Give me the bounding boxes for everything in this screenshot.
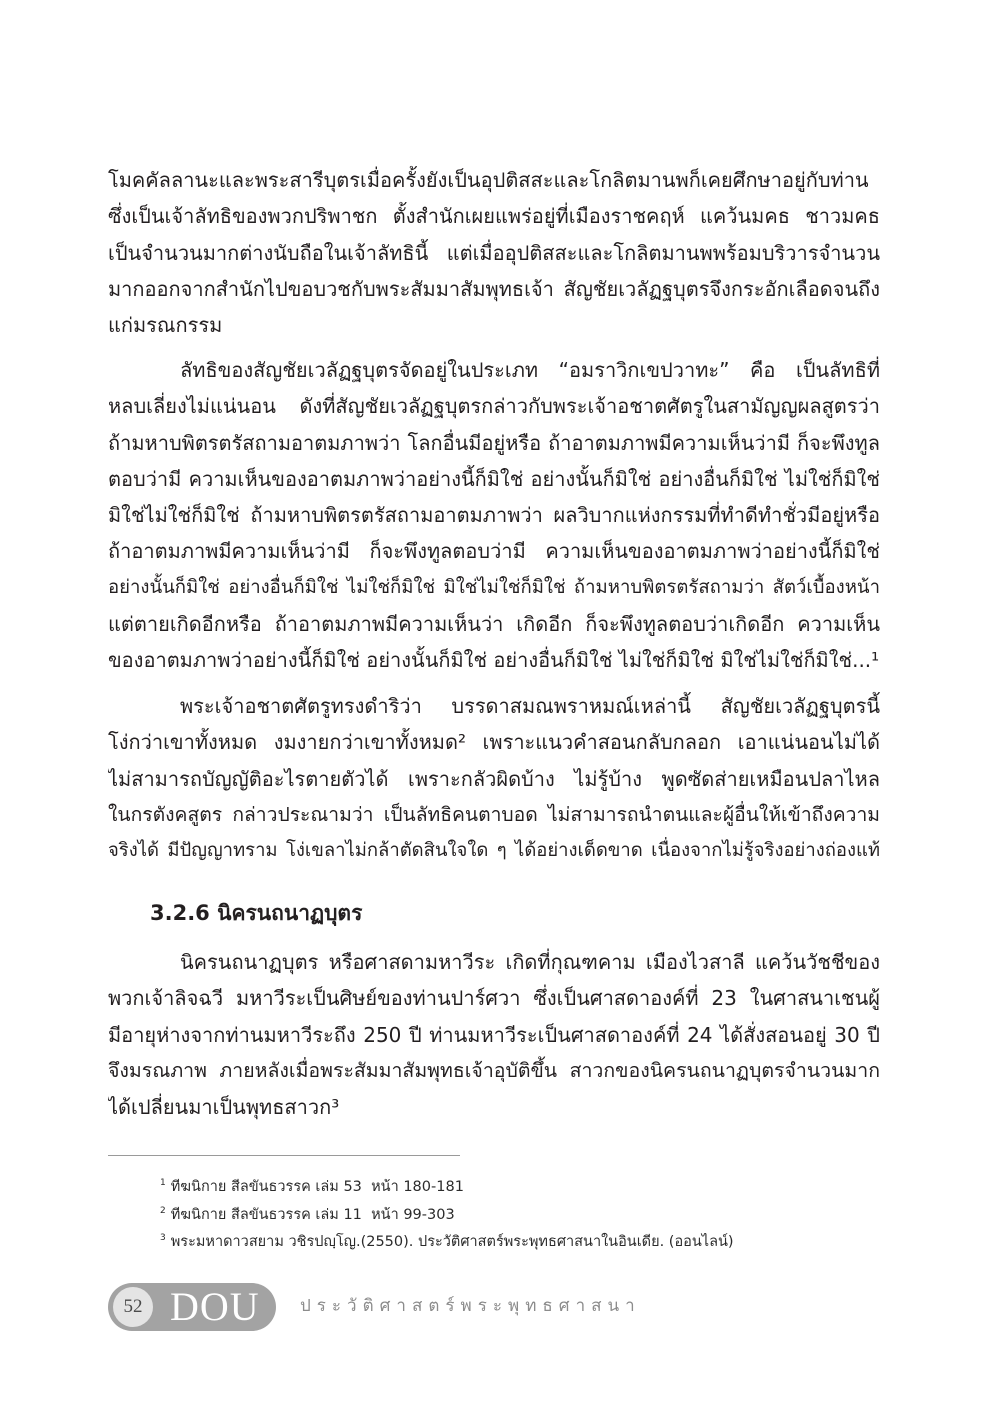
footnote-text: ทีฆนิกาย สีลขันธวรรค เล่ม 11 หน้า 99-303 bbox=[170, 1206, 455, 1223]
footnote-item bbox=[160, 1170, 880, 1198]
footnote-item bbox=[160, 1225, 880, 1253]
footnote-text: ทีฆนิกาย สีลขันธวรรค เล่ม 53 หน้า 180-181 bbox=[170, 1179, 464, 1195]
paragraph-4 bbox=[108, 944, 880, 1125]
footnote-mark: 1 bbox=[160, 1178, 166, 1188]
body-text-line: ของอาตมภาพว่าอย่างนี้ก็มิใช่ อย่างนั้นก็มิใช่ อย่างอื่นก็มิใช่ ไม่ใช่ก็มิใช่ มิใช่ไม่ใช่ก็มิใช่...¹ bbox=[108, 648, 880, 673]
page-number: 52 bbox=[113, 1287, 153, 1327]
body-text-line: เป็นจำนวนมากต่างนับถือในเจ้าลัทธินี้ แต่เมื่ออุปติสสะและโกลิตมานพพร้อมบริวารจำนวน bbox=[108, 240, 880, 265]
footnotes bbox=[160, 1170, 880, 1253]
body-text-line: โง่กว่าเขาทั้งหมด งมงายกว่าเขาทั้งหมด² เพราะแนวคำสอนกลับกลอก เอาแน่นอนไม่ได้ bbox=[108, 730, 880, 755]
body-text-line: โมคคัลลานะและพระสารีบุตรเมื่อครั้งยังเป็นอุปติสสะและโกลิตมานพก็เคยศึกษาอยู่กับท่าน bbox=[108, 168, 869, 192]
paragraph-3 bbox=[108, 688, 880, 869]
footnote-item bbox=[160, 1198, 880, 1226]
body-text-line: จริงได้ มีปัญญาทราม โง่เขลาไม่กล้าตัดสินใจใด ๆ ได้อย่างเด็ดขาด เนื่องจากไม่รู้จริงอย่างถ่องแท้ bbox=[108, 840, 880, 862]
body-text-line: จึงมรณภาพ ภายหลังเมื่อพระสัมมาสัมพุทธเจ้าอุบัติขึ้น สาวกของนิครนถนาฏบุตรจำนวนมาก bbox=[108, 1058, 880, 1082]
body-text-line: ลัทธิของสัญชัยเวลัฏฐบุตรจัดอยู่ในประเภท “อมราวิกเขปวาทะ” คือ เป็นลัทธิที่ bbox=[180, 358, 880, 382]
footer-badge bbox=[108, 1283, 276, 1331]
body-text-line: มิใช่ไม่ใช่ก็มิใช่ ถ้ามหาบพิตรตรัสถามอาตมภาพว่า ผลวิบากแห่งกรรมที่ทำดีทำชั่วมีอยู่หรือ bbox=[108, 503, 880, 528]
running-title: ประวัติศาสตร์พระพุทธศาสนา bbox=[300, 1296, 641, 1316]
body-text-line: พระเจ้าอชาตศัตรูทรงดำริว่า บรรดาสมณพราหมณ์เหล่านี้ สัญชัยเวลัฏฐบุตรนี้ bbox=[180, 694, 880, 718]
body-text-line: ถ้าอาตมภาพมีความเห็นว่ามี ก็จะพึงทูลตอบว่ามี ความเห็นของอาตมภาพว่าอย่างนี้ก็มิใช่ bbox=[108, 539, 880, 564]
body-text-line: ได้เปลี่ยนมาเป็นพุทธสาวก³ bbox=[108, 1095, 340, 1120]
body-text-line: อย่างนั้นก็มิใช่ อย่างอื่นก็มิใช่ ไม่ใช่ก็มิใช่ มิใช่ไม่ใช่ก็มิใช่ ถ้ามหาบพิตรตรัสถามว่า สัตว์เบื้องหน้า bbox=[108, 576, 880, 598]
paragraph-1 bbox=[108, 162, 880, 343]
paragraph-2 bbox=[108, 352, 880, 679]
body-text-line: หลบเลี่ยงไม่แน่นอน ดังที่สัญชัยเวลัฏฐบุตรกล่าวกับพระเจ้าอชาตศัตรูในสามัญญผลสูตรว่า bbox=[108, 394, 880, 419]
footnote-divider bbox=[108, 1155, 460, 1156]
body-text-line: ในกรตังคสูตร กล่าวประณามว่า เป็นลัทธิคนตาบอด ไม่สามารถนำตนและผู้อื่นให้เข้าถึงความ bbox=[108, 802, 880, 826]
body-text-line: ถ้ามหาบพิตรตรัสถามอาตมภาพว่า โลกอื่นมีอยู่หรือ ถ้าอาตมภาพมีความเห็นว่ามี ก็จะพึงทูล bbox=[108, 430, 880, 455]
section-heading: 3.2.6 นิครนถนาฏบุตร bbox=[150, 901, 363, 925]
body-text-line: นิครนถนาฏบุตร หรือศาสดามหาวีระ เกิดที่กุณฑคาม เมืองไวสาลี แคว้นวัชชีของ bbox=[180, 950, 880, 974]
body-text-line: ไม่สามารถบัญญัติอะไรตายตัวได้ เพราะกลัวผิดบ้าง ไม่รู้บ้าง พูดซัดส่ายเหมือนปลาไหล bbox=[108, 766, 880, 791]
body-text-line: มากออกจากสำนักไปขอบวชกับพระสัมมาสัมพุทธเจ้า สัญชัยเวลัฏฐบุตรจึงกระอักเลือดจนถึง bbox=[108, 276, 880, 301]
body-text-line: พวกเจ้าลิจฉวี มหาวีระเป็นศิษย์ของท่านปาร์ศวา ซึ่งเป็นศาสดาองค์ที่ 23 ในศาสนาเชนผู้ bbox=[108, 986, 880, 1011]
body-text-line: ซึ่งเป็นเจ้าลัทธิของพวกปริพาชก ตั้งสำนักเผยแพร่อยู่ที่เมืองราชคฤห์ แคว้นมคธ ชาวมคธ bbox=[108, 204, 880, 229]
footnote-mark: 3 bbox=[160, 1233, 166, 1243]
brand-logo: DOU bbox=[170, 1284, 260, 1329]
body-text-line: แต่ตายเกิดอีกหรือ ถ้าอาตมภาพมีความเห็นว่า เกิดอีก ก็จะพึงทูลตอบว่าเกิดอีก ความเห็น bbox=[108, 612, 880, 637]
body-text-line: ตอบว่ามี ความเห็นของอาตมภาพว่าอย่างนี้ก็มิใช่ อย่างนั้นก็มิใช่ อย่างอื่นก็มิใช่ ไม่ใช่ก็มิใช่ bbox=[108, 466, 880, 491]
body-text-line: มีอายุห่างจากท่านมหาวีระถึง 250 ปี ท่านมหาวีระเป็นศาสดาองค์ที่ 24 ได้สั่งสอนอยู่ 30 ปี bbox=[108, 1022, 880, 1047]
body-text-line: แก่มรณกรรม bbox=[108, 313, 223, 338]
footnote-text: พระมหาดาวสยาม วชิรปญฺโญ.(2550). ประวัติศาสตร์พระพุทธศาสนาในอินเดีย. (ออนไลน์) bbox=[170, 1234, 734, 1250]
footnote-mark: 2 bbox=[160, 1205, 166, 1216]
